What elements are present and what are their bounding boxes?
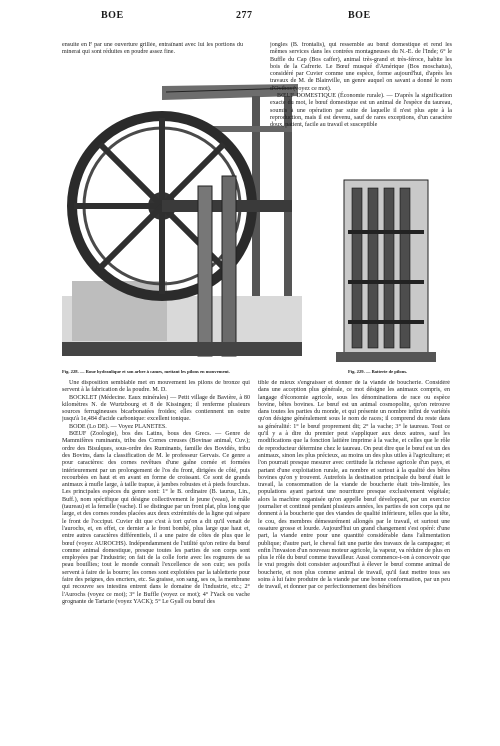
figure-stamp-battery	[336, 170, 436, 365]
page-number: 277	[236, 10, 253, 21]
left-paragraph-1: Une disposition semblable met en mouvement les pilons de bronze qui servent à la fabrication de la poudre. M. D.	[62, 380, 250, 394]
left-paragraph-3: BODE (Lo DE). — Voyez PLANETES.	[69, 423, 167, 430]
left-paragraph-2: BOCKLET (Médecine. Eaux minérales) — Petit village de Bavière, à 80 kilomètres N. de Wurtzbourg et 8 de Kissingen; il renferme plusieurs sources ferrugineuses bicarbonatées froides; elles contiennent un outre jusqu'à 1e,484 d'acide carbonique: excellent tonique.	[62, 394, 250, 423]
top-left-paragraph: ensuite en F par une ouverture grillée, entraînant avec lui les portions du minerai qui sont réduites en poudre assez fine.	[62, 42, 243, 56]
top-left-text-block	[62, 42, 243, 66]
left-paragraph-4: BŒUF (Zoologie), bos des Latins, bous des Grecs. — Genre de Mammifères ruminants, tribu des Cornes creuses (Bovinae animal, Cuv.); ordre des Bisulques, sous-ordre des Ruminants, famille des Bovidés, tribu des Bovins, dans la classification de M. le professeur Gervais. Ce genre a pour caractères: des cornes revêtues d'une gaîne cornée et formées intérieurement par un prolongement de l'os du front, dirigées de côté, puis recourbées en haut et en avant en forme de croissant. Ce sont de grands animaux à mufle large, à taille trapue, à jambes robustes et à pieds fourchus. Les principales espèces du genre sont: 1° le B. ordinaire (B. taurus, Lin., Buff.), nom spécifique qui désigne collectivement le jeune (veau), le mâle (taureau) et la femelle (vache). Il se distingue par un front plat, plus long que large, et des cornes rondes placées aux deux extrémités de la ligne qui sépare le front de l'occiput. Cuvier dit que c'est à tort qu'on a dit qu'il venait de l'aurochs, et, en effet, ce dernier a le front bombé, plus large que haut et, entre autres caractères différentiels, il a une paire de côtes de plus que le bœuf (voyez AUROCHS). Indépendamment de l'utilité qu'on retire du bœuf comme animal domestique, presque toutes les parties de son corps sont employées par l'industrie; on fait de la colle forte avec les rognures de sa peau bouillies; tout le monde connaît l'excellence de son cuir; ses poils servent à faire de la bourre; les cornes sont exploitées par la tabletterie pour faire des peignes, des encriers, etc. Sa graisse, son sang, ses os, la membrane qui recouvre ses intestins entrent dans le domaine de l'industrie, etc.; 2° l'Aurochs (voyez ce mot); 3° le Buffle (voyez ce mot); 4° l'Yack ou vache grognante de Tartarie (voyez YACK); 5° Le Gyall ou bœuf des	[62, 431, 250, 605]
header-right-word: BOE	[348, 10, 371, 21]
top-right-paragraph-2: BŒUF DOMESTIQUE (Économie rurale). — D'après la signification exacte du mot, le bœuf domestique est un animal de l'espèce du taureau, soumis à une opération par suite de laquelle il n'est plus apte à la reproduction, mais il est devenu, sauf de rares exceptions, d'un caractère doux, patient, facile au travail et susceptible	[270, 93, 452, 129]
running-header	[0, 10, 500, 24]
top-right-text-block	[270, 42, 452, 170]
figure-water-wheel	[62, 66, 302, 366]
figure-left-caption: Fig. 228. — Roue hydraulique et son arbre à cames, mettant les pilons en mouvement.	[62, 369, 230, 374]
header-left-word: BOE	[101, 10, 124, 21]
figure-right-caption: Fig. 229. — Batterie de pilons.	[348, 369, 408, 374]
top-right-paragraph-1: jongles (B. frontalis), qui ressemble au bœuf domestique et rend les mêmes services dans les contrées montagneuses du N.-E. de l'Inde; 6° le Buffle du Cap (Bos caffer), animal très-grand et très-féroce, habite les bois de la Cafrerie. Le Bœuf musqué d'Amérique (Bos moschatus), considéré par Cuvier comme une espèce, forme aujourd'hui, d'après les travaux de M. de Blainville, un genre auquel on savant a donné le nom d'Ovibos (voyez ce mot).	[270, 42, 452, 92]
right-paragraph-1: tible de mieux s'engraisser et donner de la viande de boucherie. Considéré dans une acception plus générale, ce mot désigne les animaux compris, en langage d'économie agricole, sous les dénominations de race ou espèce bovine, bêtes bovines. Le bœuf est un animal cosmopolite, qu'on retrouve dans toutes les parties du monde, et qui présente un nombre infini de variétés qu'on désigne généralement sous le nom de races; il comprend du reste dans sa généralité: 1° le bœuf proprement dit; 2° la vache; 3° le taureau. Tout ce qu'il y a à dire du premier peut s'appliquer aux deux autres, sauf les modifications que la fonction laitière imprime à la vache, et celles que le rôle de reproducteur détermine chez le taureau. On peut dire que le bœuf est un des animaux, sinon les plus précieux, au moins un des plus utiles à l'agriculture; et l'on pourrait presque mesurer avec certitude la richesse agricole d'un pays, et partant d'une exploitation rurale, au nombre et surtout à la qualité des bêtes bovines qu'on y trouvent. Autrefois la destination principale du bœuf était le travail, la consommation de la viande de boucherie était très-limitée, les populations ayant partout une nourriture presque exclusivement végétale; alors la machine organisée qu'on appelle bœuf développait, par un exercice journalier et continué pendant plusieurs années, les parties de son corps qui ne donnent à la boucherie que des viandes de qualité inférieure, telles que la tête, le cou, des membres démesurément allongés par le travail, et surtout une ossature grosse et lourde. Aujourd'hui un grand changement s'est opéré: d'une part, la viande entre pour une quantité considérable dans l'alimentation publique; d'autre part, le cheval fait une partie des travaux de la campagne; et enfin l'invasion d'un nouveau moteur agricole, la vapeur, va réduire de plus en plus le rôle du bœuf comme travailleur. Aussi commence-t-on à concevoir que le vrai progrès doit consister aujourd'hui à élever le bœuf comme animal de boucherie, et non plus comme animal de travail, qu'il faut mettre tous ses soins à lui faire produire de la viande par une bonne conformation, par un peu de travail, et donner par ce perfectionnement des bénéfices	[258, 380, 450, 591]
left-column	[62, 380, 250, 700]
right-column	[258, 380, 450, 700]
